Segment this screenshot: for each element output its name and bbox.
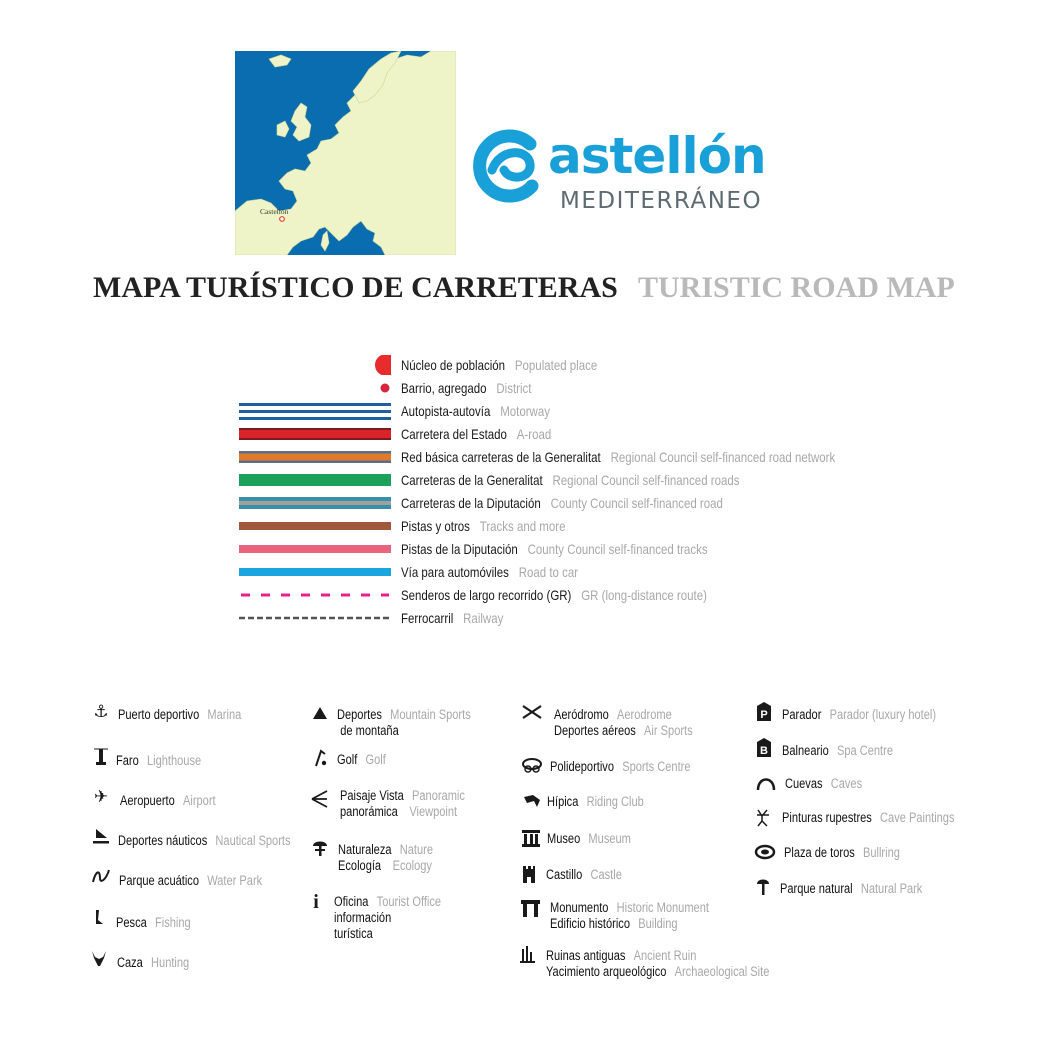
- railway-dashed-line-icon: [239, 608, 391, 628]
- small-red-dot-icon: [239, 378, 391, 398]
- teal-road-line-icon: [239, 493, 391, 513]
- logo-wordmark: astellón: [548, 127, 766, 185]
- map-title-spanish: MAPA TURÍSTICO DE CARRETERAS: [93, 271, 618, 304]
- castle-icon: [518, 864, 540, 884]
- logo-subtitle: MEDITERRÁNEO: [560, 188, 763, 214]
- inset-castellon-label: Castellón: [260, 207, 289, 216]
- sports-centre-icon: [521, 756, 543, 776]
- info-icon: i: [313, 891, 319, 913]
- legend-row-railway: Ferrocarril Railway: [0, 608, 1040, 628]
- fishing-icon: [88, 908, 110, 928]
- ruins-icon: [517, 944, 539, 964]
- logo-c-swirl-icon: [470, 108, 560, 218]
- legend-row-gr-route: Senderos de largo recorrido (GR) GR (long-distance route): [0, 585, 1040, 605]
- legend-row-a-road: Carretera del Estado A-road: [0, 424, 1040, 444]
- poi-water-park: Parque acuático Water Park: [119, 873, 263, 888]
- poi-viewpoint: Paisaje Vista Panoramic panorámica Viewpoint: [340, 788, 465, 819]
- poi-castle: Castillo Castle: [546, 867, 622, 882]
- poi-cave-paintings: Pinturas rupestres Cave Paintings: [782, 810, 955, 825]
- orange-road-line-icon: [239, 447, 391, 467]
- legend-row-populated-place: Núcleo de población Populated place: [0, 355, 1040, 375]
- bullring-icon: [754, 842, 776, 862]
- brown-track-line-icon: [239, 516, 391, 536]
- poi-hunting: Caza Hunting: [117, 955, 190, 970]
- poi-nautical-sports: Deportes náuticos Nautical Sports: [118, 833, 291, 848]
- castellon-logo: [470, 108, 790, 220]
- castellon-location-dot: [280, 217, 285, 222]
- poi-caves: Cuevas Caves: [785, 776, 863, 791]
- poi-parador: Parador Parador (luxury hotel): [782, 707, 937, 722]
- museum-icon: [520, 828, 542, 848]
- sailing-icon: [90, 826, 112, 846]
- svg-text:B: B: [760, 745, 768, 757]
- motorway-line-icon: [239, 401, 391, 421]
- mountain-icon: [309, 703, 331, 723]
- poi-riding-club: Hípica Riding Club: [547, 794, 644, 809]
- water-park-icon: [90, 866, 112, 886]
- cave-painting-icon: [753, 807, 775, 827]
- legend-row-tracks: Pistas y otros Tracks and more: [0, 516, 1040, 536]
- legend-row-regional-network: Red básica carreteras de la Generalitat Regional Council self-financed road network: [0, 447, 1040, 467]
- map-title-english: TURISTIC ROAD MAP: [638, 271, 955, 304]
- poi-fishing: Pesca Fishing: [116, 915, 191, 930]
- legend-row-road-to-car: Vía para automóviles Road to car: [0, 562, 1040, 582]
- legend-row-district: Barrio, agregado District: [0, 378, 1040, 398]
- cave-icon: [755, 772, 777, 792]
- red-road-line-icon: [239, 424, 391, 444]
- poi-golf: Golf Golf: [337, 752, 386, 767]
- europe-inset-map: [235, 51, 456, 255]
- poi-natural-park: Parque natural Natural Park: [780, 881, 923, 896]
- aerodrome-icon: [521, 702, 543, 722]
- spa-icon: [753, 738, 775, 758]
- poi-aerodrome: Aeródromo Aerodrome Deportes aéreos Air Sports: [554, 707, 693, 738]
- horse-icon: [521, 791, 543, 811]
- poi-sports-centre: Polideportivo Sports Centre: [550, 759, 691, 774]
- poi-marina: Puerto deportivo Marina: [118, 707, 242, 722]
- poi-monument: Monumento Historic Monument Edificio histórico Building: [550, 900, 709, 931]
- legend-row-regional-roads: Carreteras de la Generalitat Regional Council self-financed roads: [0, 470, 1040, 490]
- poi-bullring: Plaza de toros Bullring: [784, 845, 900, 860]
- legend-row-motorway: Autopista-autovía Motorway: [0, 401, 1040, 421]
- golf-icon: [309, 748, 331, 768]
- anchor-icon: ⚓: [93, 702, 109, 722]
- poi-nature: Naturaleza Nature Ecología Ecology: [338, 842, 433, 873]
- pink-track-line-icon: [239, 539, 391, 559]
- poi-mountain-sports: Deportes Mountain Sports de montaña: [337, 707, 471, 738]
- poi-ruins: Ruinas antiguas Ancient Ruin Yacimiento arqueológico Archaeological Site: [546, 948, 770, 979]
- magenta-dashed-line-icon: [239, 585, 391, 605]
- poi-lighthouse: Faro Lighthouse: [116, 753, 202, 768]
- poi-spa-centre: Balneario Spa Centre: [782, 743, 893, 758]
- hunting-icon: [88, 948, 110, 968]
- viewpoint-icon: [309, 789, 331, 809]
- legend-row-county-tracks: Pistas de la Diputación County Council self-financed tracks: [0, 539, 1040, 559]
- svg-text:P: P: [760, 709, 768, 721]
- legend-row-county-road: Carreteras de la Diputación County Council self-financed road: [0, 493, 1040, 513]
- tree-icon: [752, 877, 774, 897]
- green-road-line-icon: [239, 470, 391, 490]
- parador-icon: [753, 702, 775, 722]
- airplane-icon: ✈: [93, 787, 109, 807]
- monument-icon: [519, 898, 541, 918]
- lighthouse-icon: [90, 746, 112, 766]
- big-red-dot-icon: [239, 355, 391, 375]
- poi-museum: Museo Museum: [547, 831, 631, 846]
- poi-tourist-office: Oficina Tourist Office información turística: [334, 894, 442, 941]
- nature-icon: [309, 838, 331, 858]
- cyan-road-line-icon: [239, 562, 391, 582]
- poi-airport: Aeropuerto Airport: [120, 793, 216, 808]
